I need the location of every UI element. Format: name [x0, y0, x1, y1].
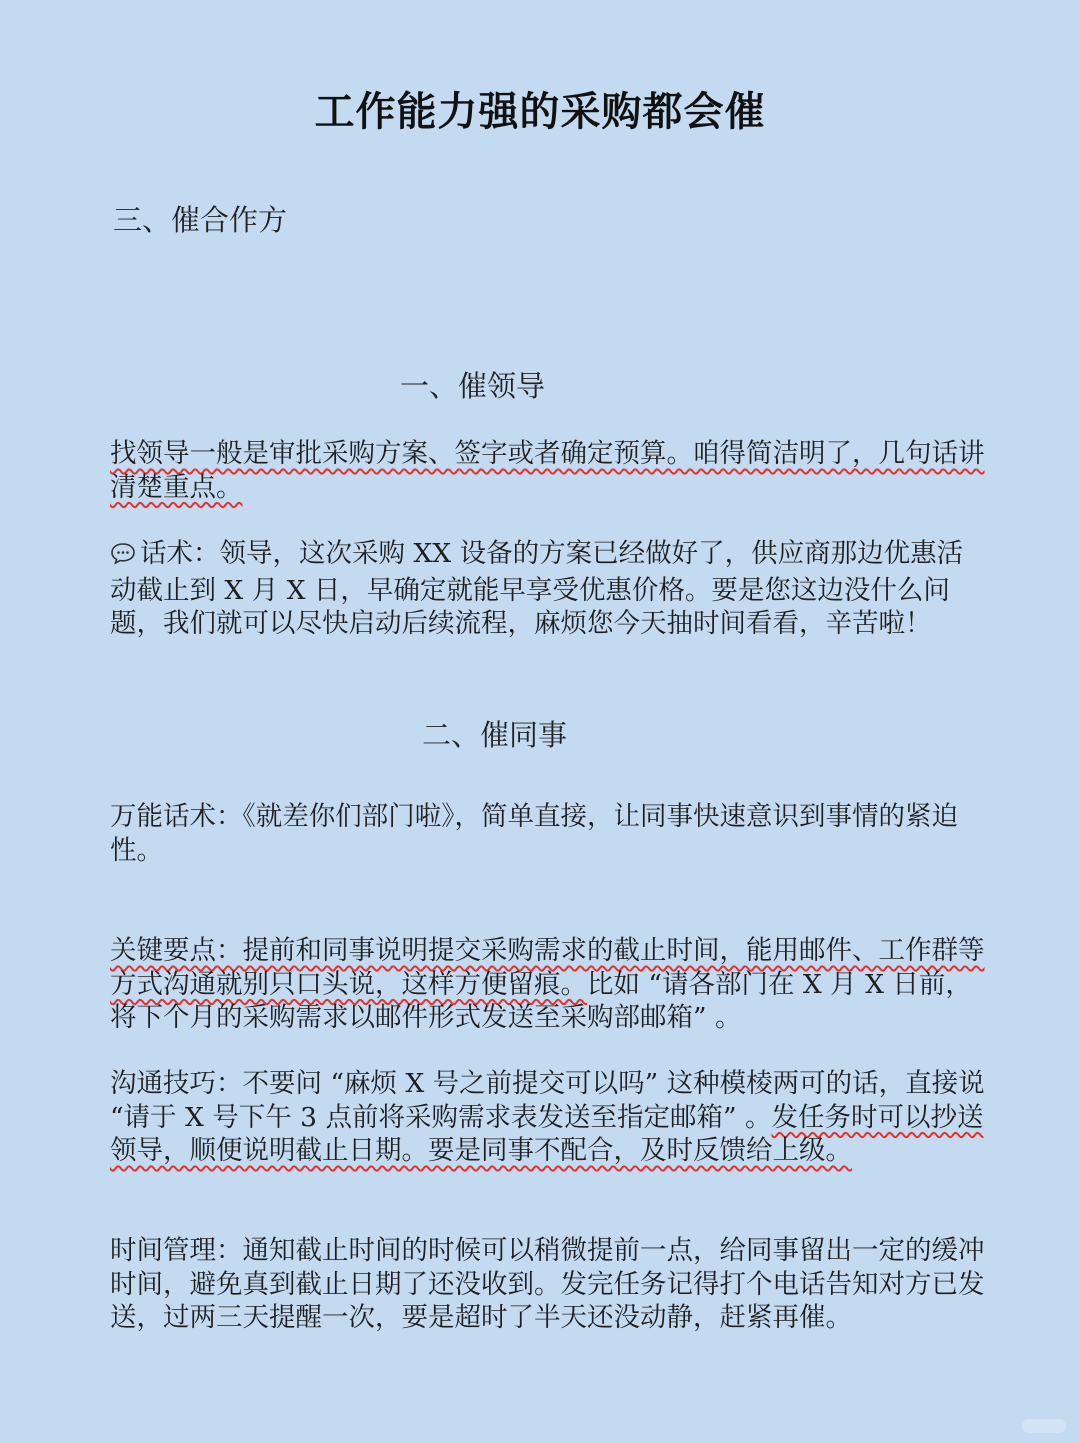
leader-script-text: 领导，这次采购 XX 设备的方案已经做好了，供应商那边优惠活动截止到 X 月 X 日，早确定就能早享受优惠价格。要是您这边没什么问题，我们就可以尽快启动后续流程，麻烦您今天抽时间看看，辛苦啦！	[110, 538, 964, 639]
colleague-skills-paragraph	[110, 1067, 985, 1168]
leader-script-label: 话术：	[140, 538, 220, 569]
colleague-universal-paragraph: 万能话术：《就差你们部门啦》，简单直接，让同事快速意识到事情的紧迫性。	[110, 801, 958, 866]
skills-underlined-text: 发任务时可以抄送领导，顺便说明截止日期。要是同事不配合，及时反馈给上级。	[110, 1101, 984, 1166]
colleague-keypoints-paragraph	[110, 934, 985, 1035]
skills-plain-text: 沟通技巧：不要问 “麻烦 X 号之前提交可以吗” 这种模棱两可的话，直接说 “请于 X 号下午 3 点前将采购需求表发送至指定邮箱” 。	[110, 1068, 985, 1133]
leader-script-paragraph	[110, 537, 985, 641]
keypoints-rest-text: 比如 “请各部门在 X 月 X 日前，将下个月的采购需求以邮件形式发送至采购部邮箱” 。	[110, 968, 972, 1033]
leader-intro-text: 找领导一般是审批采购方案、签字或者确定预算。咱得简洁明了，几句话讲清楚重点。	[110, 438, 985, 503]
part-heading: 三、催合作方	[113, 203, 288, 237]
section-heading-colleague: 二、催同事	[422, 718, 568, 752]
page-title: 工作能力强的采购都会催	[314, 89, 766, 135]
colleague-time-paragraph: 时间管理：通知截止时间的时候可以稍微提前一点，给同事留出一定的缓冲时间，避免真到截止日期了还没收到。发完任务记得打个电话告知对方已发送，过两三天提醒一次，要是超时了半天还没动静，赶紧再催。	[110, 1235, 985, 1333]
section-heading-leader: 一、催领导	[400, 369, 546, 403]
speech-bubble-icon	[110, 540, 136, 574]
keypoints-underlined-text: 关键要点：提前和同事说明提交采购需求的截止时间，能用邮件、工作群等方式沟通就别只口头说，这样方便留痕。	[110, 935, 985, 1000]
watermark-mark	[1022, 1419, 1066, 1433]
leader-intro-paragraph	[110, 437, 985, 504]
